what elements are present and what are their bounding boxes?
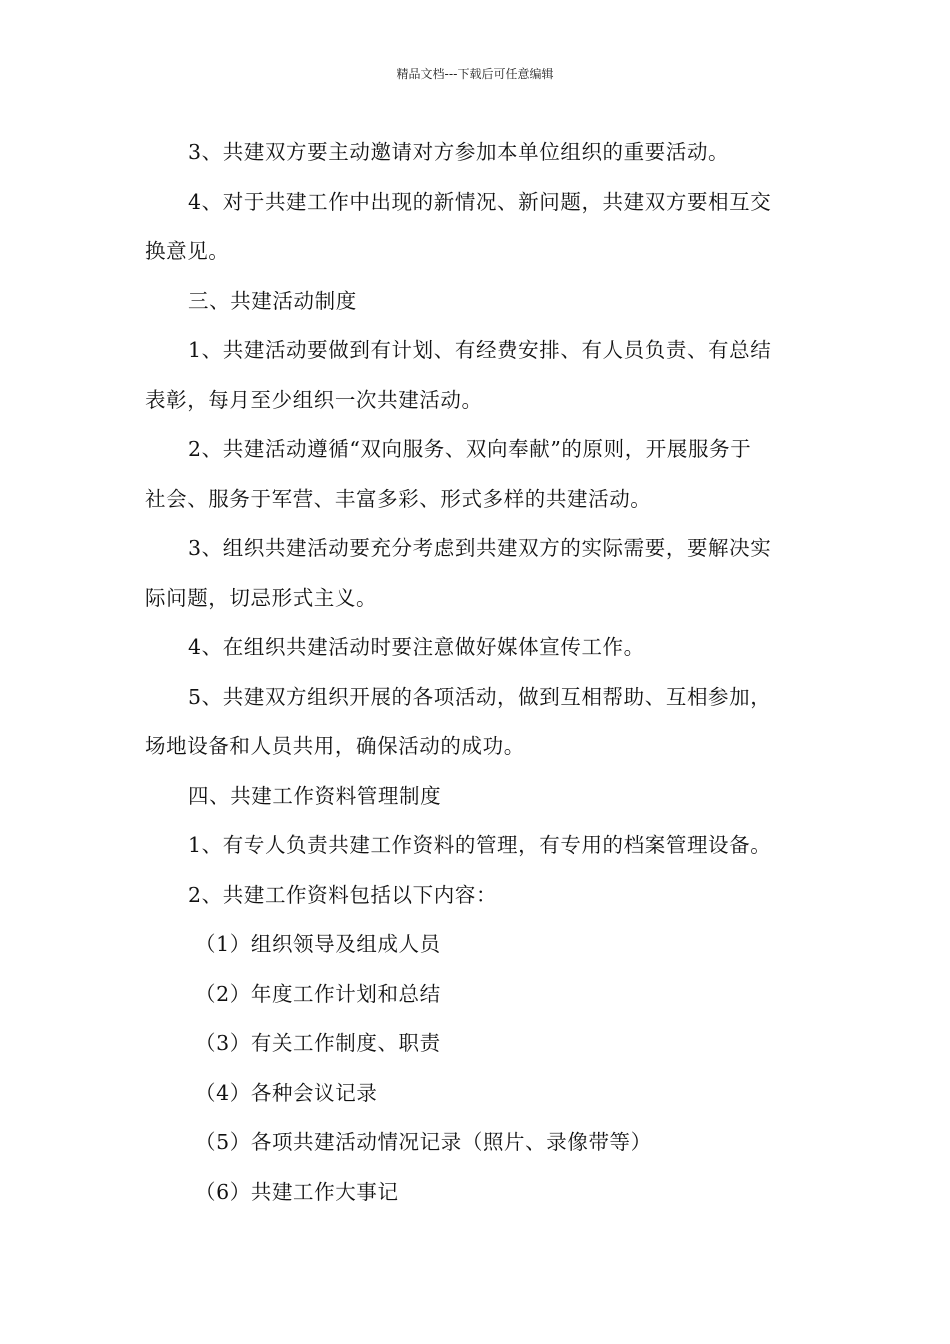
paragraph-line: 表彰，每月至少组织一次共建活动。 [145, 387, 483, 412]
paragraph-line: 际问题，切忌形式主义。 [145, 585, 378, 610]
paragraph-line: 5、共建双方组织开展的各项活动，做到互相帮助、互相参加， [188, 684, 772, 709]
paragraph-line: 场地设备和人员共用，确保活动的成功。 [145, 734, 525, 758]
paragraph-line: 社会、服务于军营、丰富多彩、形式多样的共建活动。 [145, 486, 652, 511]
paragraph-line: 换意见。 [145, 239, 230, 263]
page-header: 精品文档---下载后可任意编辑 [396, 67, 554, 81]
list-item: （5）各项共建活动情况记录（照片、录像带等） [195, 1130, 652, 1154]
paragraph-line: 2、共建工作资料包括以下内容： [188, 882, 498, 907]
document-body [145, 128, 810, 1217]
paragraph-line: 2、共建活动遵循“双向服务、双向奉献”的原则，开展服务于 [188, 437, 752, 461]
paragraph-line: 3、组织共建活动要充分考虑到共建双方的实际需要，要解决实 [188, 536, 772, 560]
list-item: （1）组织领导及组成人员 [195, 932, 441, 956]
paragraph-line: 1、有专人负责共建工作资料的管理，有专用的档案管理设备。 [188, 833, 772, 857]
section-heading: 四、共建工作资料管理制度 [188, 783, 442, 808]
paragraph-line: 3、共建双方要主动邀请对方参加本单位组织的重要活动。 [188, 140, 730, 164]
paragraph-line: 4、在组织共建活动时要注意做好媒体宣传工作。 [188, 635, 645, 659]
list-item: （4）各种会议记录 [195, 1080, 378, 1105]
section-heading: 三、共建活动制度 [188, 288, 357, 313]
paragraph-line: 1、共建活动要做到有计划、有经费安排、有人员负责、有总结 [188, 338, 772, 362]
list-item: （2）年度工作计划和总结 [195, 981, 441, 1006]
list-item: （3）有关工作制度、职责 [195, 1031, 441, 1055]
list-item: （6）共建工作大事记 [195, 1179, 399, 1204]
paragraph-line: 4、对于共建工作中出现的新情况、新问题，共建双方要相互交 [188, 189, 772, 214]
